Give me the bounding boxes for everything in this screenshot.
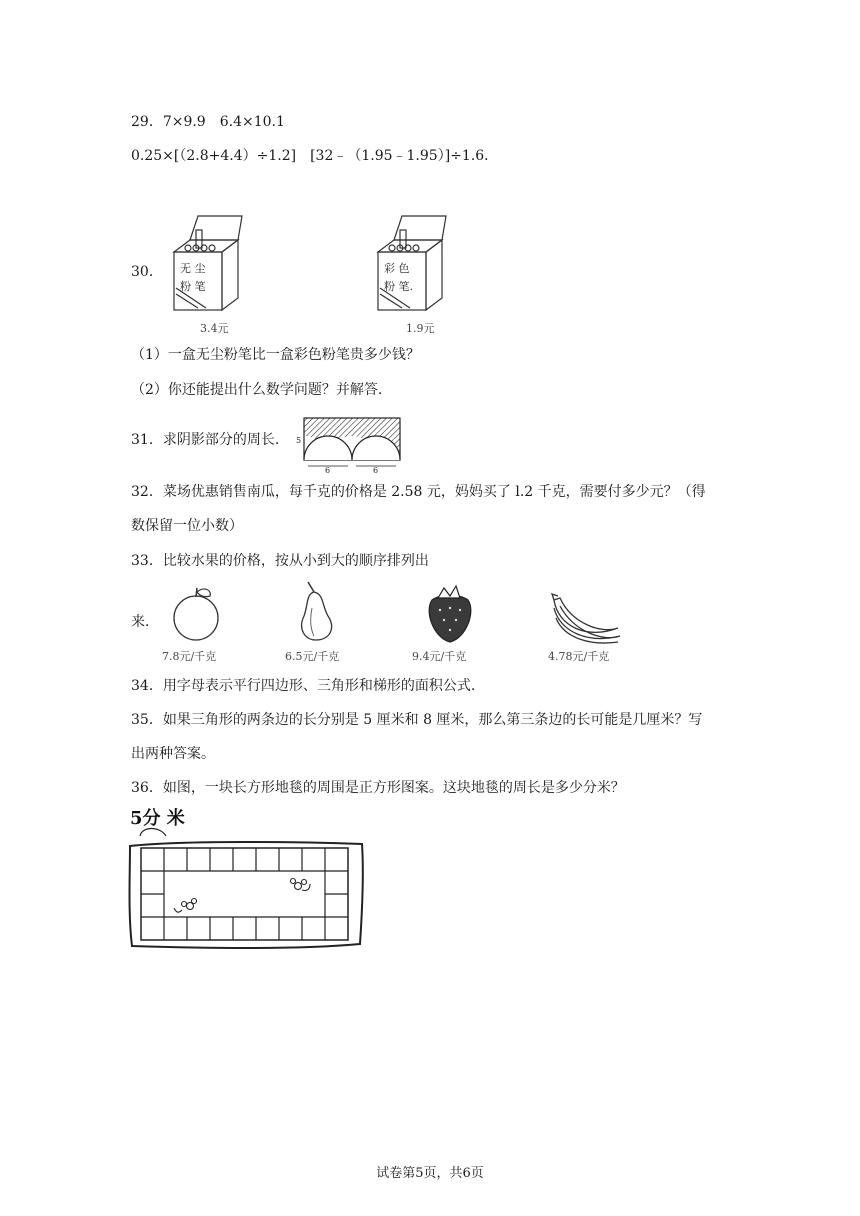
q29-line2: 0.25×[（2.8+4.4）÷1.2] [32﹣（1.95﹣1.95）]÷1.6． [131,148,499,164]
colored-chalk-box-icon [372,210,452,315]
strawberry-price: 9.4元/千克 [412,650,467,663]
q35-line2: 出两种答案。 [131,746,215,762]
q33-line2: 来． [131,614,159,630]
box2-price: 1.9元 [406,322,435,335]
width-label-2: 6 [373,466,379,474]
page-footer: 试卷第5页，共6页 [376,1166,484,1181]
pear-price: 6.5元/千克 [285,650,340,663]
q30-sub1: （1）一盒无尘粉笔比一盒彩色粉笔贵多少钱？ [131,347,420,363]
dustless-chalk-box-icon [168,210,248,315]
q32-line2: 数保留一位小数） [131,518,243,534]
banana-icon [548,590,626,646]
box1-label-bottom: 粉 笔 [180,280,206,293]
q31-text: 31．求阴影部分的周长． [131,432,289,448]
apple-price: 7.8元/千克 [162,650,217,663]
q29-line1: 29．7×9.9 6.4×10.1 [131,114,285,130]
height-label: 5 [296,436,302,445]
carpet-label: 5分 米 [130,808,185,829]
apple-icon [168,584,224,644]
banana-price: 4.78元/千克 [548,650,610,663]
q35-line1: 35．如果三角形的两条边的长分别是 5 厘米和 8 厘米，那么第三条边的长可能是几厘米？写 [131,712,703,728]
q30-sub2: （2）你还能提出什么数学问题？并解答. [131,382,383,398]
strawberry-icon [420,582,480,644]
box1-price: 3.4元 [200,322,229,335]
shaded-semicircles-figure [294,414,406,474]
q32-line1: 32．菜场优惠销售南瓜，每千克的价格是 2.58 元，妈妈买了 l.2 千克，需要付多少元？（得 [131,484,706,500]
flower-icon [174,879,310,913]
carpet-figure [126,804,366,956]
box2-label-top: 彩 色 [384,262,410,275]
width-label-1: 6 [325,466,331,474]
box2-label-bottom: 粉 笔. [384,280,413,293]
q36-text: 36．如图，一块长方形地毯的周围是正方形图案。这块地毯的周长是多少分米？ [131,780,625,796]
q33-line1: 33．比较水果的价格，按从小到大的顺序排列出 [131,553,429,569]
box1-label-top: 无 尘 [180,262,206,275]
q30-number: 30． [131,264,163,280]
pear-icon [288,580,344,644]
q34-text: 34．用字母表示平行四边形、三角形和梯形的面积公式. [131,678,476,694]
